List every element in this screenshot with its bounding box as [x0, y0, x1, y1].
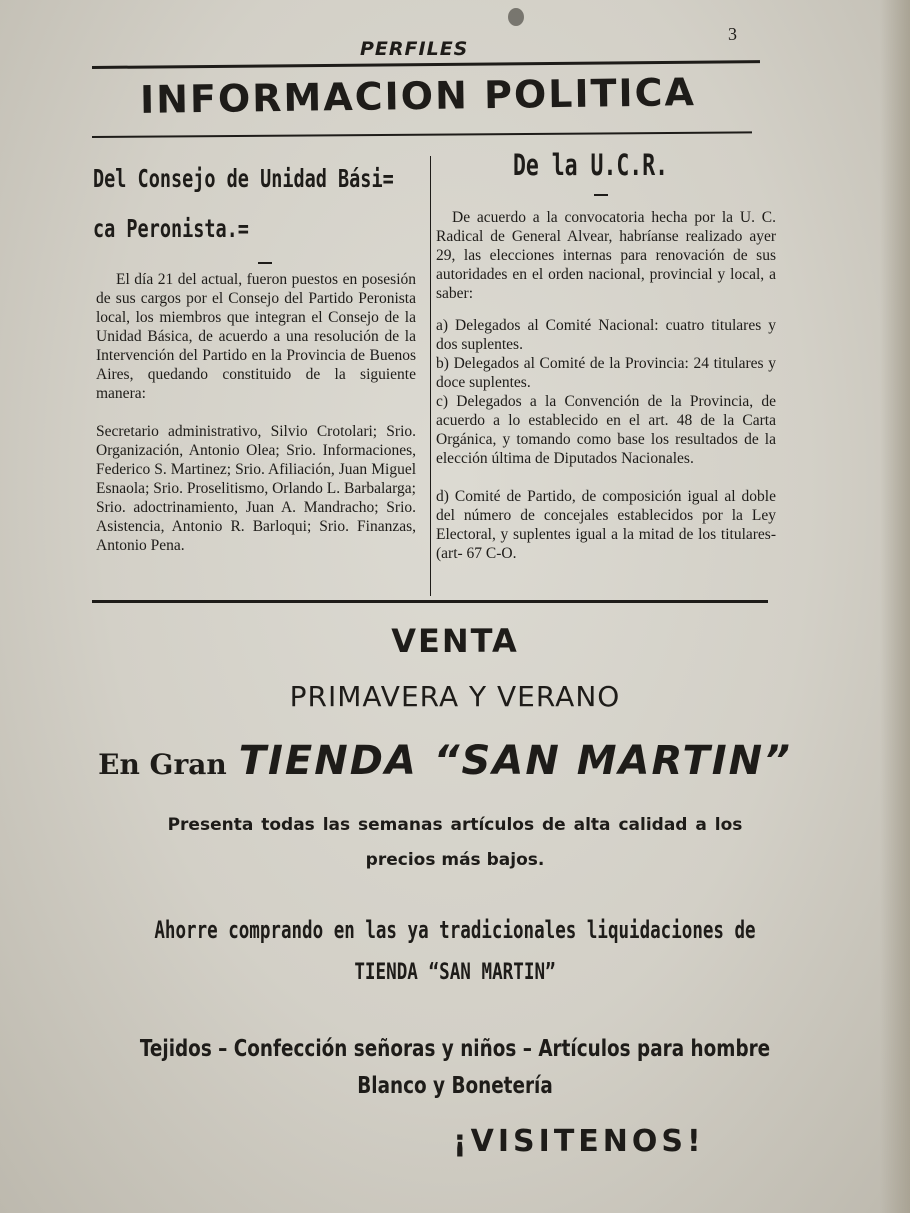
right-column-item-c: c) Delegados a la Convención de la Provincia, de acuerdo a lo establecido en el art. 48 de la Carta Orgánica, y tomando como base los resultados de la elección última de Diputados Nacionales.	[436, 393, 776, 467]
right-column-item-d: d) Comité de Partido, de composición igual al doble del número de concejales establecidos por la Ley Electoral, y suplentes igual a la mitad de los titulares- (art- 67 C-O.	[436, 488, 776, 562]
header-rule	[92, 60, 760, 69]
right-column-item-b: b) Delegados al Comité de la Provincia: 24 titulares y doce suplentes.	[436, 355, 776, 391]
column-divider	[430, 156, 431, 596]
articles-bottom-rule	[92, 600, 768, 603]
right-column-intro: De acuerdo a la convocatoria hecha por la U. C. Radical de General Alvear, habríanse realizado ayer 29, las elecciones internas para renovación de sus autoridades en el orden nacional, provincial y local, a saber:	[436, 209, 776, 302]
ad-store-name: TIENDA “SAN MARTIN”	[238, 738, 792, 784]
section-title: INFORMACION POLITICA	[139, 70, 697, 122]
ad-products-line2: Blanco y Bonetería	[357, 1073, 553, 1099]
ad-venta-heading: VENTA	[391, 622, 519, 660]
right-column-item-a: a) Delegados al Comité Nacional: cuatro titulares y dos suplentes.	[436, 317, 776, 353]
page-edge-shadow	[880, 0, 910, 1213]
left-column-heading-line2: ca Peronista.=	[93, 214, 249, 243]
ad-en-gran: En Gran	[98, 748, 227, 781]
publication-title: PERFILES	[360, 38, 469, 60]
left-column-heading-line1: Del Consejo de Unidad Bási=	[93, 164, 394, 193]
left-column-separator	[258, 262, 272, 264]
ad-products-line1: Tejidos – Confección señoras y niños – Artículos para hombre	[139, 1036, 771, 1062]
right-column-heading: De la U.C.R.	[513, 148, 669, 182]
section-title-rule	[92, 131, 752, 138]
ad-ahorre-line: Ahorre comprando en las ya tradicionales liquidaciones de	[154, 916, 756, 944]
page-number: 3	[728, 24, 737, 44]
ink-spot	[508, 8, 524, 26]
right-column-separator	[594, 194, 608, 196]
ad-store-name-small: TIENDA “SAN MARTIN”	[354, 960, 556, 985]
ad-season-heading: PRIMAVERA Y VERANO	[289, 680, 621, 713]
left-column-paragraph1: El día 21 del actual, fueron puestos en posesión de sus cargos por el Consejo del Partido Peronista local, los miembros que integran el Consejo de la Unidad Básica, de acuerdo a una resolución de la Intervención del Partido en la Provincia de Buenos Aires, quedando constituido de la siguiente manera:	[96, 271, 416, 402]
ad-presenta-line: Presenta todas las semanas artículos de alta calidad a los	[167, 815, 743, 835]
left-column-paragraph2: Secretario administrativo, Silvio Crotolari; Srio. Organización, Antonio Olea; Srio. Informaciones, Federico S. Martinez; Srio. Afiliación, Juan Miguel Esnaola; Srio. Proselitismo, Orlando L. Barbalarga; Srio. adoctrinamiento, Juan A. Mandracho; Srio. Asistencia, Antonio R. Barloqui; Srio. Finanzas, Antonio Pena.	[96, 423, 416, 554]
ad-store-heading	[0, 738, 900, 784]
ad-precios-line: precios más bajos.	[365, 850, 545, 870]
ad-visitenos: ¡VISITENOS!	[453, 1124, 705, 1159]
